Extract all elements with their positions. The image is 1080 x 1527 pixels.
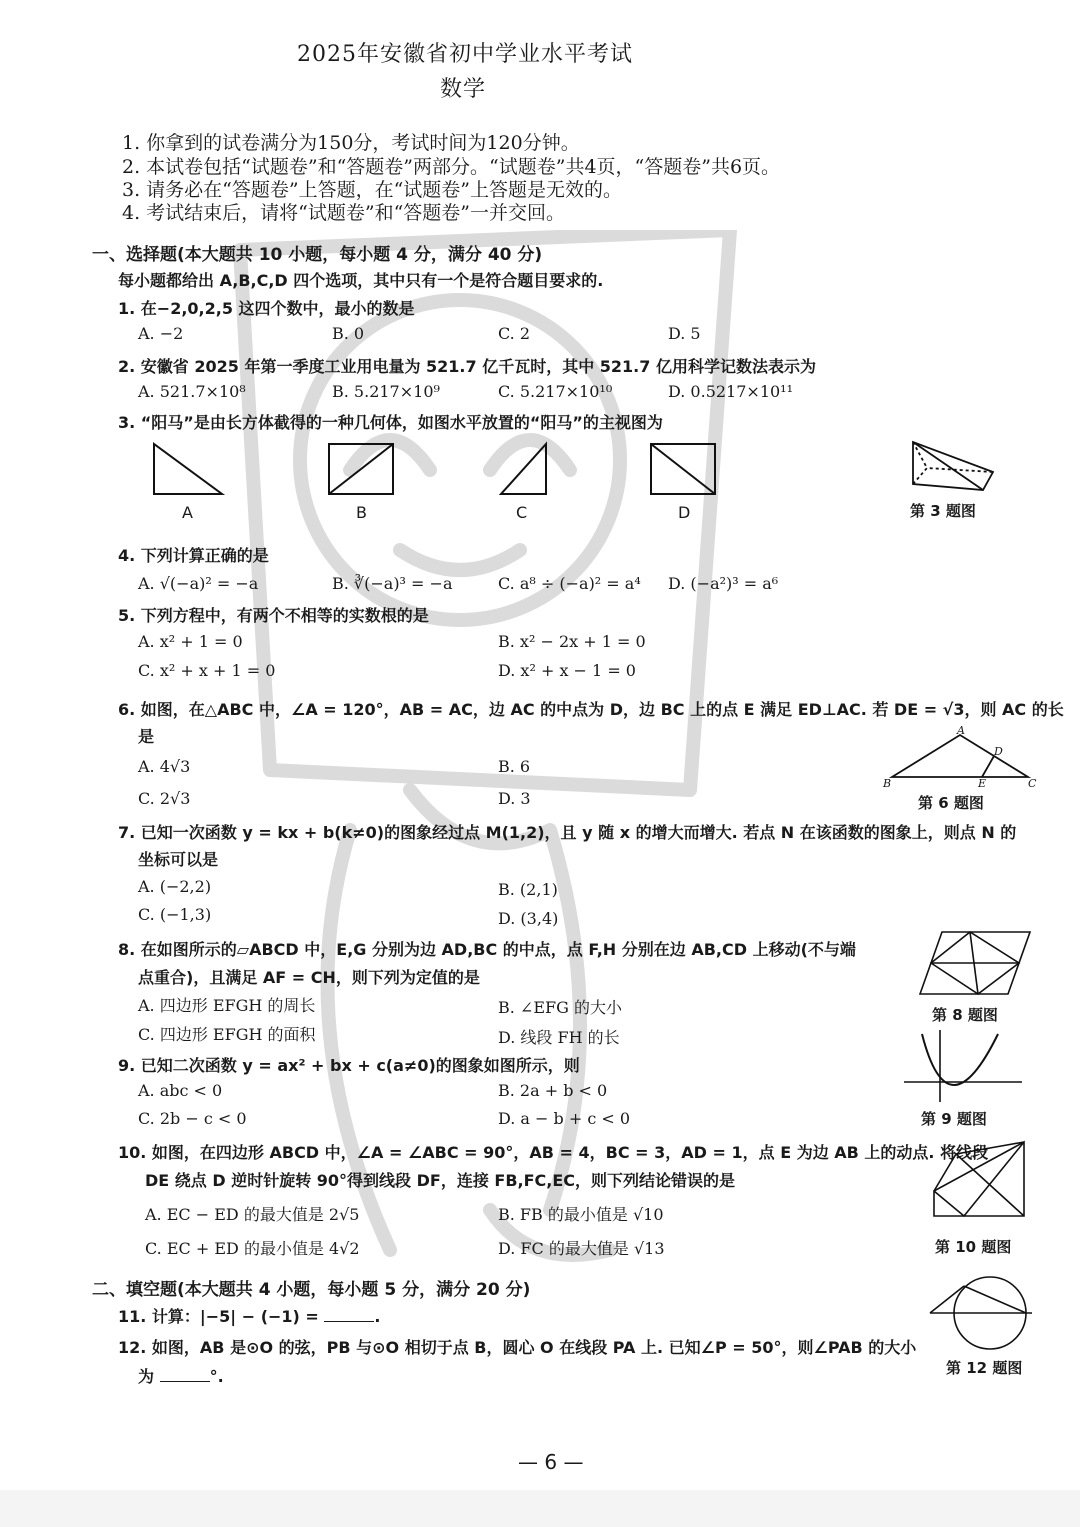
q2-option-c: C. 5.217×10¹⁰	[498, 382, 613, 401]
q3-stem: 3. “阳马”是由长方体截得的一种几何体，如图水平放置的“阳马”的主视图为	[118, 413, 663, 432]
q9-option-d: D. a − b + c < 0	[498, 1109, 631, 1128]
q10-stem-line1: 10. 如图，在四边形 ABCD 中，∠A = ∠ABC = 90°，AB = 4，BC = 3，AD = 1，点 E 为边 AB 上的动点. 将线段	[118, 1143, 989, 1162]
q3-label-c: C	[516, 503, 528, 522]
q8-caption: 第 8 题图	[932, 1006, 998, 1024]
q4-option-b: B. ∛(−a)³ = −a	[332, 574, 453, 593]
q12-stem-line1: 12. 如图，AB 是⊙O 的弦，PB 与⊙O 相切于点 B，圆心 O 在线段 PA 上. 已知∠P = 50°，则∠PAB 的大小	[118, 1338, 917, 1357]
q6-label-c: C	[1028, 777, 1037, 790]
q4-option-c: C. a⁸ ÷ (−a)² = a⁴	[498, 574, 641, 593]
q7-stem-line1: 7. 已知一次函数 y = kx + b(k≠0)的图象经过点 M(1,2)，且 y 随 x 的增大而增大. 若点 N 在该函数的图象上，则点 N 的	[118, 823, 1017, 842]
q7-option-d: D. (3,4)	[498, 909, 559, 928]
q8-stem-line1: 8. 在如图所示的▱ABCD 中，E,G 分别为边 AD,BC 的中点，点 F,H 分别在边 AB,CD 上移动(不与端	[118, 940, 856, 959]
q6-label-e: E	[978, 777, 987, 790]
q6-label-a: A	[957, 724, 965, 737]
q7-option-b: B. (2,1)	[498, 880, 558, 899]
q3-option-a-figure	[150, 442, 225, 497]
q4-option-a: A. √(−a)² = −a	[138, 574, 259, 593]
q3-solid-figure	[905, 438, 997, 496]
section-1-title: 一、选择题(本大题共 10 小题，每小题 4 分，满分 40 分)	[92, 245, 543, 265]
q12-stem-line2: 为	[138, 1367, 155, 1386]
q6-option-a: A. 4√3	[138, 757, 191, 776]
q11-stem: 11. 计算：|−5| − (−1) =	[118, 1307, 319, 1326]
q1-option-b: B. 0	[332, 324, 365, 343]
q3-caption: 第 3 题图	[910, 502, 976, 520]
q6-option-c: C. 2√3	[138, 789, 191, 808]
q3-label-d: D	[678, 503, 691, 522]
q9-option-c: C. 2b − c < 0	[138, 1109, 247, 1128]
page-number: — 6 —	[518, 1450, 584, 1474]
section-1-instruction: 每小题都给出 A,B,C,D 四个选项，其中只有一个是符合题目要求的.	[118, 271, 604, 290]
q7-option-a: A. (−2,2)	[138, 877, 212, 896]
q2-option-b: B. 5.217×10⁹	[332, 382, 440, 401]
q10-caption: 第 10 题图	[935, 1238, 1012, 1256]
q3-option-b-figure	[326, 442, 396, 497]
q6-label-b: B	[883, 777, 892, 790]
q12-stem-end: °.	[209, 1367, 224, 1386]
q10-option-d: D. FC 的最大值是 √13	[498, 1239, 665, 1258]
q11-stem-row	[118, 1304, 381, 1327]
q6-option-b: B. 6	[498, 757, 531, 776]
q7-option-c: C. (−1,3)	[138, 905, 212, 924]
q5-option-d: D. x² + x − 1 = 0	[498, 661, 636, 680]
q3-option-c-figure	[498, 442, 550, 497]
q5-stem: 5. 下列方程中，有两个不相等的实数根的是	[118, 606, 429, 625]
q6-stem-line2: 是	[138, 727, 155, 746]
q7-stem-line2: 坐标可以是	[138, 850, 219, 869]
q3-label-b: B	[356, 503, 367, 522]
q8-option-b: B. ∠EFG 的大小	[498, 998, 622, 1017]
q1-option-d: D. 5	[668, 324, 701, 343]
note-1: 1. 你拿到的试卷满分为150分，考试时间为120分钟。	[122, 132, 580, 154]
note-4: 4. 考试结束后，请将“试题卷”和“答题卷”一并交回。	[122, 202, 566, 224]
q12-stem-row2	[138, 1364, 224, 1387]
q1-stem: 1. 在−2,0,2,5 这四个数中，最小的数是	[118, 299, 415, 318]
q8-option-d: D. 线段 FH 的长	[498, 1028, 620, 1047]
q8-stem-line2: 点重合)，且满足 AF = CH，则下列为定值的是	[138, 968, 480, 987]
q10-option-b: B. FB 的最小值是 √10	[498, 1205, 664, 1224]
q9-option-a: A. abc < 0	[138, 1081, 223, 1100]
q9-parabola-figure	[902, 1026, 1026, 1104]
q12-answer-blank[interactable]	[160, 1367, 210, 1382]
q5-option-b: B. x² − 2x + 1 = 0	[498, 632, 646, 651]
q6-label-d: D	[994, 745, 1003, 758]
q2-option-a: A. 521.7×10⁸	[138, 382, 246, 401]
q4-stem: 4. 下列计算正确的是	[118, 546, 269, 565]
q9-caption: 第 9 题图	[921, 1110, 987, 1128]
q6-option-d: D. 3	[498, 789, 531, 808]
q1-option-a: A. −2	[138, 324, 184, 343]
q5-option-a: A. x² + 1 = 0	[138, 632, 243, 651]
note-3: 3. 请务必在“答题卷”上答题，在“试题卷”上答题是无效的。	[122, 179, 623, 201]
bottom-bar	[0, 1490, 1080, 1527]
q6-caption: 第 6 题图	[918, 794, 984, 812]
section-2-title: 二、填空题(本大题共 4 小题，每小题 5 分，满分 20 分)	[92, 1280, 531, 1300]
q10-quadrilateral-figure	[926, 1136, 1031, 1226]
q10-option-c: C. EC + ED 的最小值是 4√2	[145, 1239, 360, 1258]
exam-subject: 数学	[440, 77, 487, 102]
q8-option-a: A. 四边形 EFGH 的周长	[138, 996, 316, 1015]
q8-option-c: C. 四边形 EFGH 的面积	[138, 1025, 316, 1044]
q9-option-b: B. 2a + b < 0	[498, 1081, 608, 1100]
q2-stem: 2. 安徽省 2025 年第一季度工业用电量为 521.7 亿千瓦时，其中 521.7 亿用科学记数法表示为	[118, 357, 816, 376]
q8-parallelogram-figure	[912, 924, 1036, 1000]
q11-answer-blank[interactable]	[324, 1307, 374, 1322]
q11-stem-end: .	[374, 1307, 381, 1326]
q3-label-a: A	[182, 503, 193, 522]
q1-option-c: C. 2	[498, 324, 531, 343]
q3-option-d-figure	[648, 442, 718, 497]
q6-stem-line1: 6. 如图，在△ABC 中，∠A = 120°，AB = AC，边 AC 的中点为 D，边 BC 上的点 E 满足 ED⊥AC. 若 DE = √3，则 AC 的长	[118, 700, 1064, 719]
q9-stem: 9. 已知二次函数 y = ax² + bx + c(a≠0)的图象如图所示，则	[118, 1056, 580, 1075]
note-2: 2. 本试卷包括“试题卷”和“答题卷”两部分。“试题卷”共4页，“答题卷”共6页。	[122, 156, 781, 178]
q12-circle-figure	[928, 1274, 1036, 1352]
q2-option-d: D. 0.5217×10¹¹	[668, 382, 794, 401]
q5-option-c: C. x² + x + 1 = 0	[138, 661, 276, 680]
q4-option-d: D. (−a²)³ = a⁶	[668, 574, 779, 593]
q10-option-a: A. EC − ED 的最大值是 2√5	[145, 1205, 360, 1224]
q10-stem-line2: DE 绕点 D 逆时针旋转 90°得到线段 DF，连接 FB,FC,EC，则下列结论错误的是	[145, 1171, 736, 1190]
q12-caption: 第 12 题图	[946, 1359, 1023, 1377]
exam-title: 2025年安徽省初中学业水平考试	[297, 42, 633, 67]
